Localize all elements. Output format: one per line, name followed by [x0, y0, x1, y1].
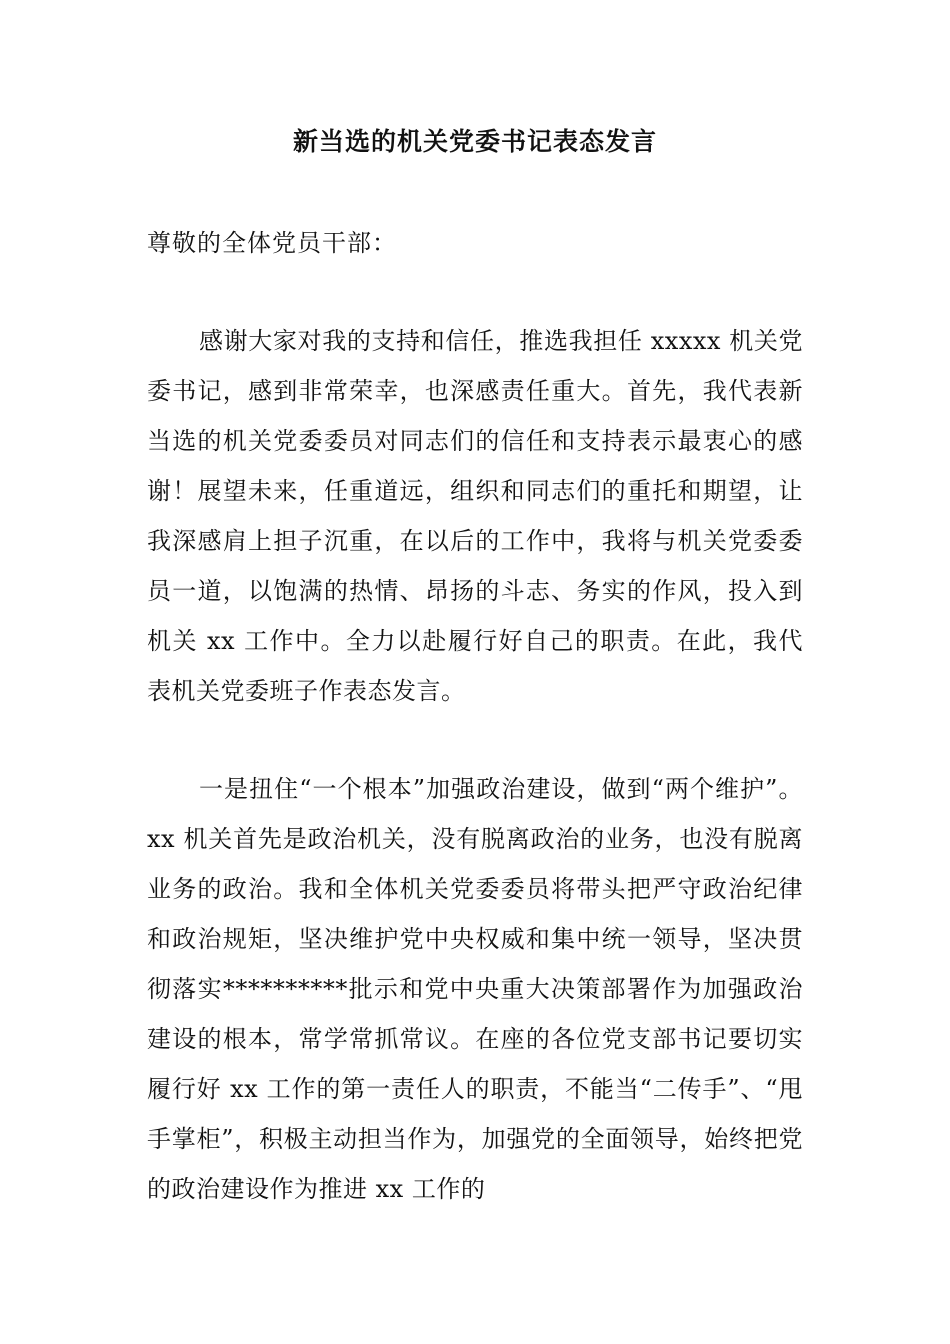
salutation: 尊敬的全体党员干部：	[147, 229, 397, 257]
document-title: 新当选的机关党委书记表态发言	[292, 127, 657, 156]
paragraph-1: 感谢大家对我的支持和信任，推选我担任 xxxxx 机关党委书记，感到非常荣幸，也深感责任重大。首先，我代表新当选的机关党委委员对同志们的信任和支持表示最衷心的感谢！展望未来，任重道远，组织和同志们的重托和期望，让我深感肩上担子沉重，在以后的工作中，我将与机关党委委员一道，以饱满的热情、昂扬的斗志、务实的作风，投入到机关 xx 工作中。全力以赴履行好自己的职责。在此，我代表机关党委班子作表态发言。	[147, 327, 803, 705]
paragraph-2: 一是扭住“一个根本”加强政治建设，做到“两个维护”。xx 机关首先是政治机关，没有脱离政治的业务，也没有脱离业务的政治。我和全体机关党委委员将带头把严守政治纪律和政治规矩，坚决维护党中央权威和集中统一领导，坚决贯彻落实**********批示和党中央重大决策部署作为加强政治建设的根本，常学常抓常议。在座的各位党支部书记要切实履行好 xx 工作的第一责任人的职责，不能当“二传手”、“甩手掌柜”，积极主动担当作为，加强党的全面领导，始终把党的政治建设作为推进 xx 工作的	[147, 775, 803, 1203]
